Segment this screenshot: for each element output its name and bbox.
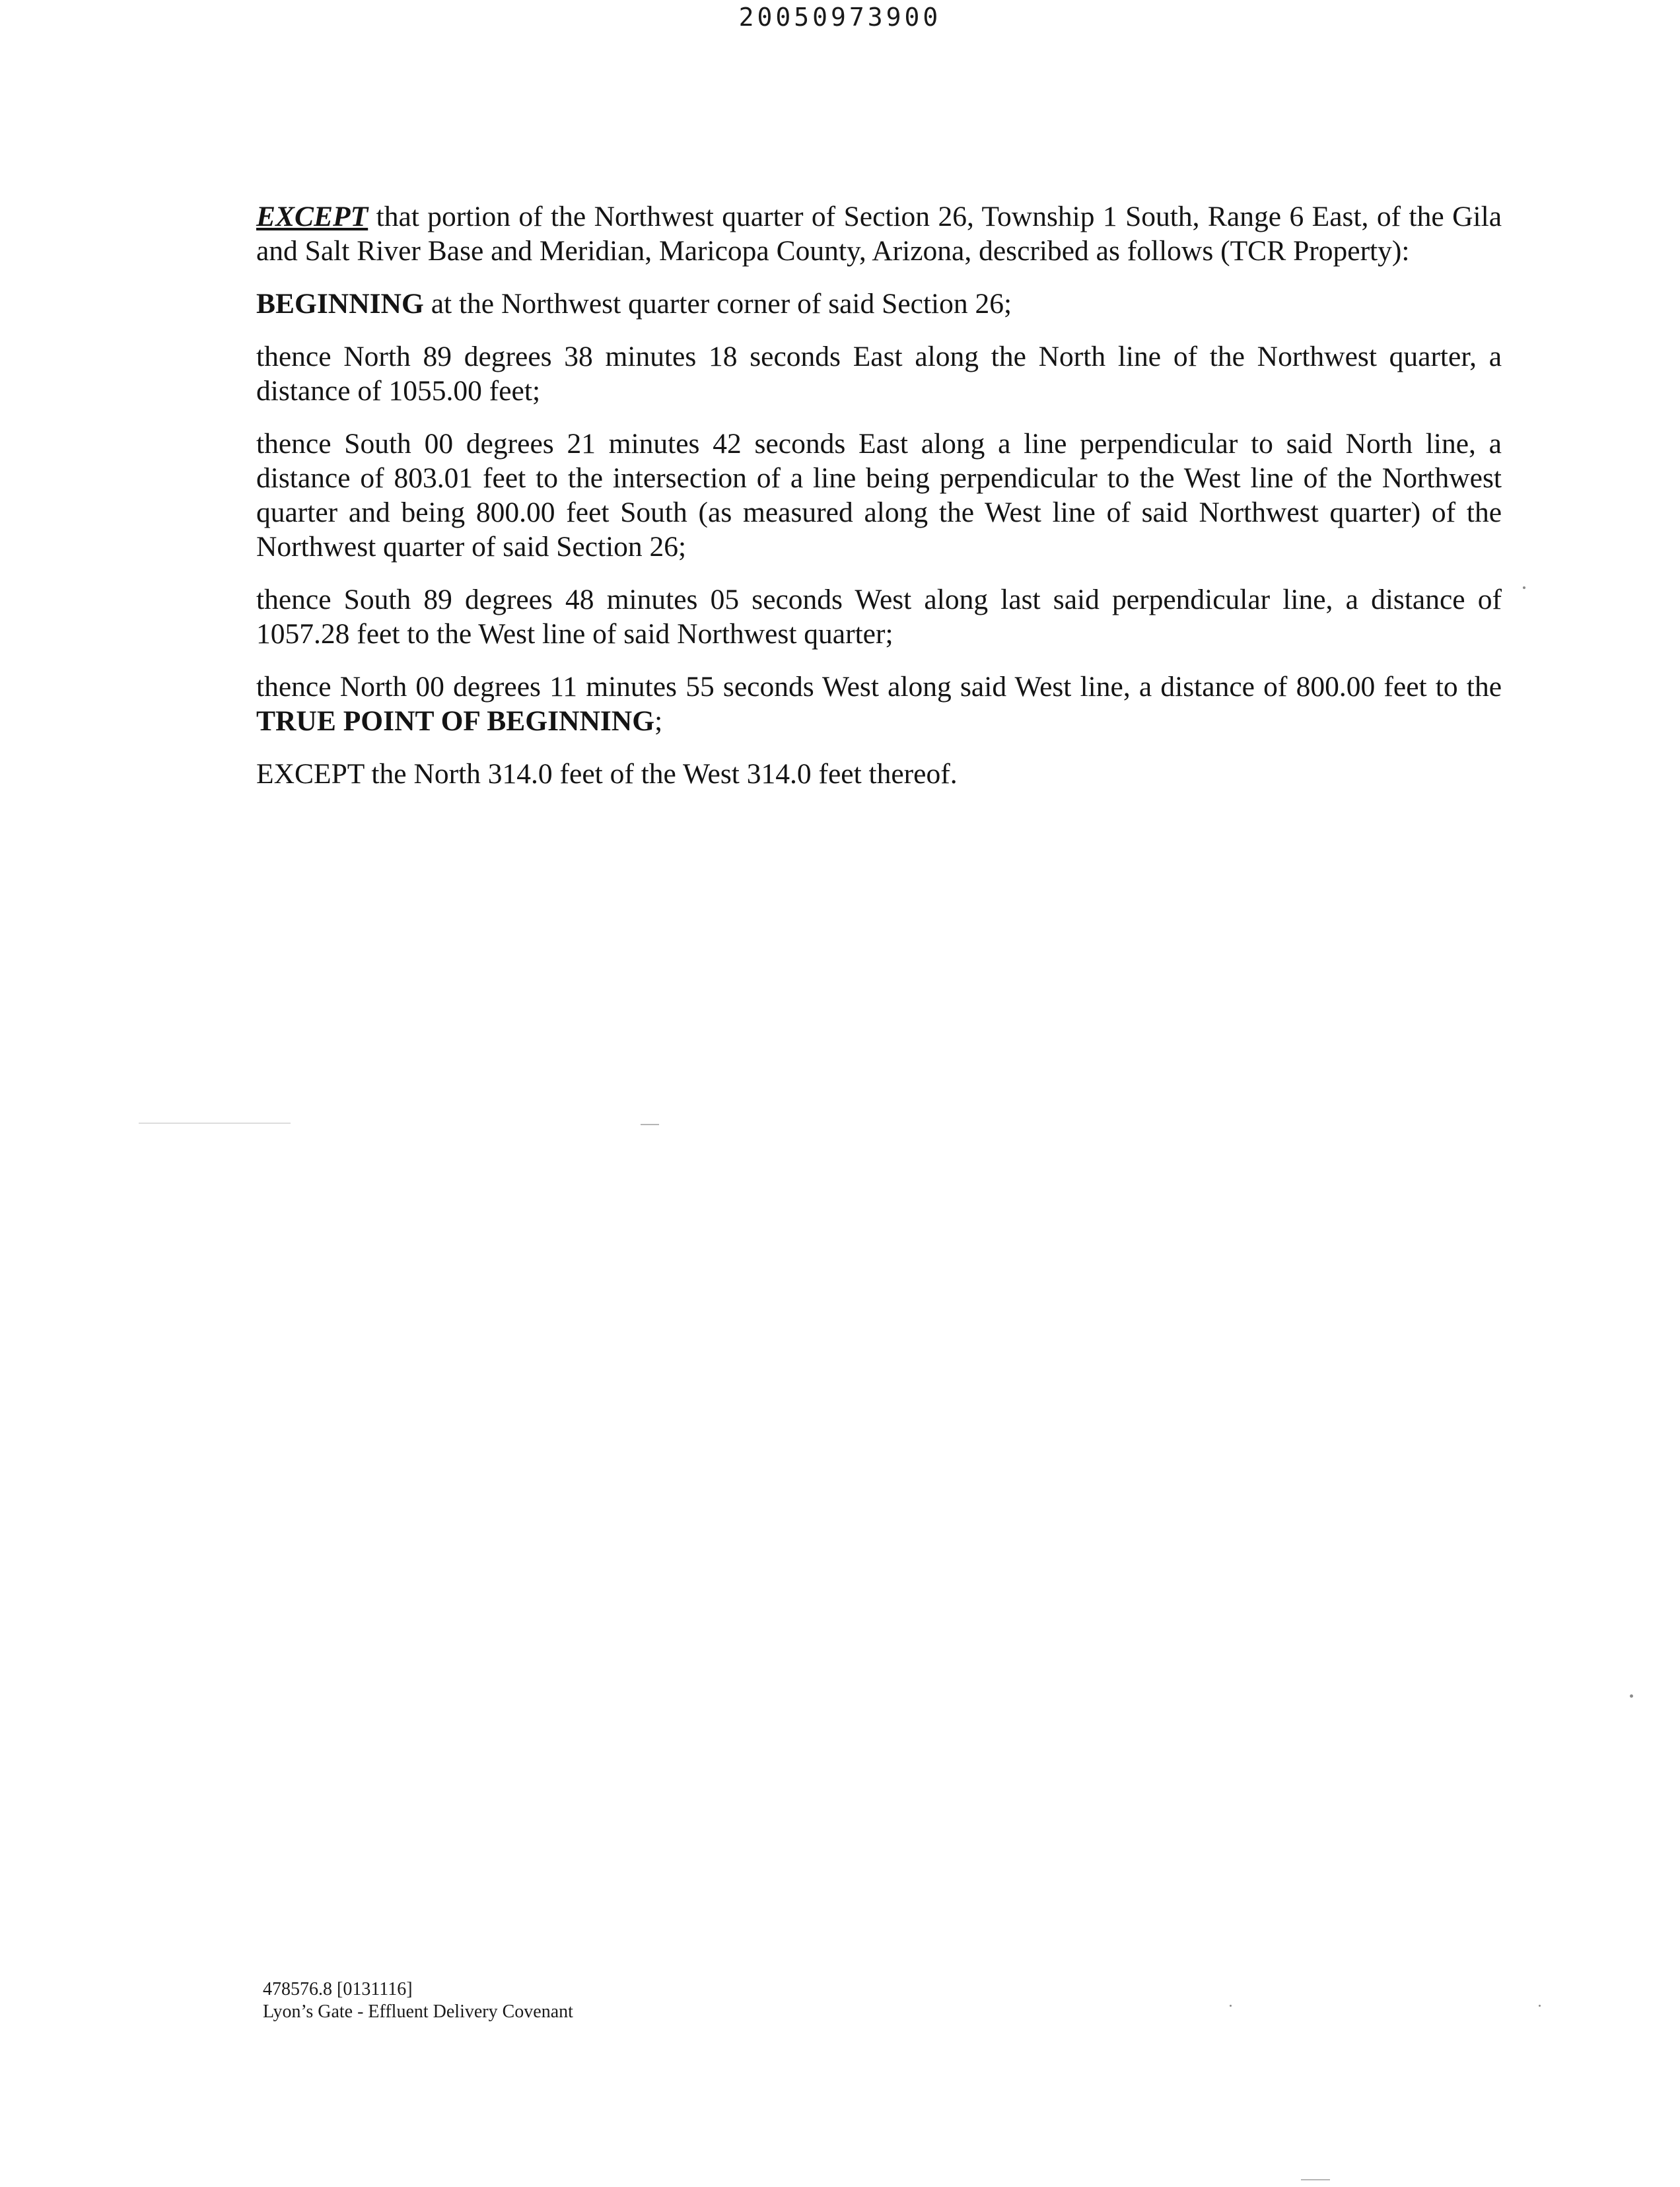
recording-number: 20050973900 xyxy=(738,3,942,32)
footer-document-title: Lyon’s Gate - Effluent Delivery Covenant xyxy=(263,2001,573,2022)
scan-line xyxy=(1301,2179,1330,2180)
scan-line xyxy=(641,1124,659,1125)
paragraph-course-2: thence South 00 degrees 21 minutes 42 seconds East along a line perpendicular to said North line, a distance of 803.01 feet to the intersection of a line being perpendicular to the West line of the Northwest quarter and being 800.00 feet South (as measured along the West line of said Northwest quarter) of the Northwest quarter of said Section 26; xyxy=(256,428,1502,563)
paragraph-except-north: EXCEPT the North 314.0 feet of the West 314.0 feet thereof. xyxy=(256,758,958,790)
scan-line xyxy=(139,1123,291,1124)
paragraph-except-portion xyxy=(256,199,1502,268)
paragraph-text: that portion of the Northwest quarter of Section 26, Township 1 South, Range 6 East, of the Gila and Salt River Base and Meridian, Maricopa County, Arizona, described as follows (TCR Property): xyxy=(256,201,1502,267)
scan-speck xyxy=(1523,586,1525,589)
paragraph-course-1: thence North 89 degrees 38 minutes 18 seconds East along the North line of the Northwest quarter, a distance of 1055.00 feet; xyxy=(256,341,1502,407)
true-point-of-beginning: TRUE POINT OF BEGINNING xyxy=(256,705,655,737)
paragraph-course-3: thence South 89 degrees 48 minutes 05 seconds West along last said perpendicular line, a distance of 1057.28 feet to the West line of said Northwest quarter; xyxy=(256,584,1502,650)
scan-speck xyxy=(1539,2005,1541,2007)
scan-speck xyxy=(1230,2005,1232,2007)
document-footer xyxy=(263,1978,573,2023)
except-heading: EXCEPT xyxy=(256,201,368,232)
scan-speck xyxy=(1630,1694,1633,1698)
paragraph-text: at the Northwest quarter corner of said Section 26; xyxy=(423,288,1012,320)
paragraph-tail: ; xyxy=(654,705,663,737)
beginning-heading: BEGINNING xyxy=(256,288,424,320)
footer-file-reference: 478576.8 [0131116] xyxy=(263,1979,413,1999)
paragraph-beginning xyxy=(256,287,1502,321)
legal-description xyxy=(256,199,1502,810)
paragraph-course-4 xyxy=(256,670,1502,738)
paragraph-text: thence North 00 degrees 11 minutes 55 seconds West along said West line, a distance of 800.00 feet to the xyxy=(256,671,1502,703)
